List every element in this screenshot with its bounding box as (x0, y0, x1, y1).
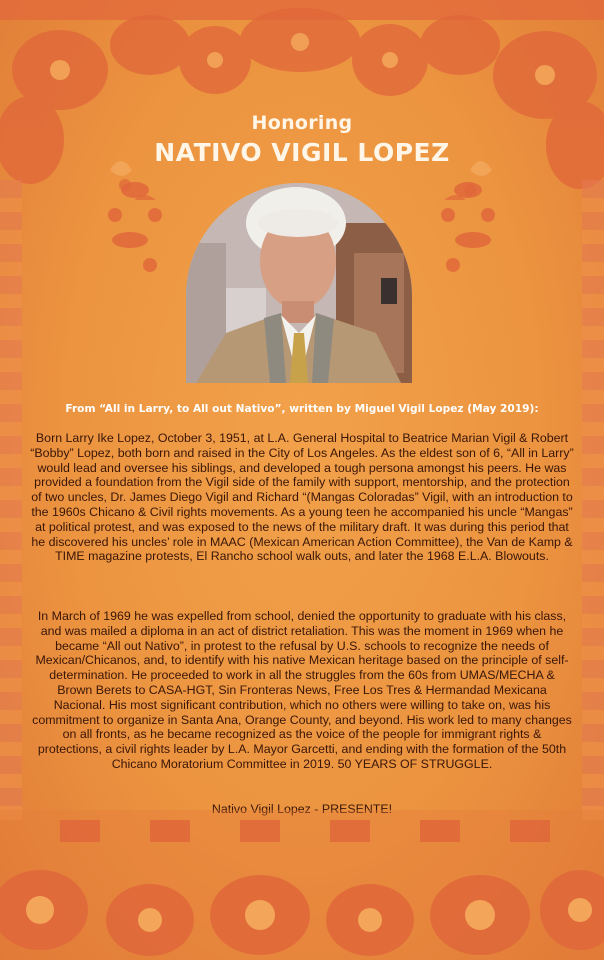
left-decorative-border (0, 180, 22, 820)
papel-picado-top-decoration (0, 0, 604, 200)
right-decorative-border (582, 180, 604, 820)
honoree-name: NATIVO VIGIL LOPEZ (154, 138, 450, 167)
honoring-kicker: Honoring (251, 112, 353, 134)
portrait-illustration (186, 183, 412, 383)
left-floral-accent (95, 170, 175, 290)
article-subtitle: From “All in Larry, to All out Nativo”, written by Miguel Vigil Lopez (May 2019): (65, 403, 539, 415)
biography-paragraph-1: Born Larry Ike Lopez, October 3, 1951, at L.A. General Hospital to Beatrice Marian Vigil & Robert “Bobby” Lopez, both born and raised in the City of Los Angeles. As the eldest son of 6, “All in Larry” would lead and oversee his siblings, and developed a tough persona amongst his peers. He was provided a foundation from the Vigil side of the family with support, mentorship, and the protection of two uncles, Dr. James Diego Vigil and Richard “(Mangas Coloradas” Vigil, with an introduction to the 1960s Chicano & Civil rights movements. As a young teen he accompanied his uncle “Mangas” at political protest, and was exposed to the news of the military draft. It was during this period that he discovered his uncles’ role in MAAC (Mexican American Action Committee), the Van de Kamp & TIME magazine protests, El Rancho school walk outs, and later the 1968 E.L.A. Blowouts. (30, 431, 574, 564)
papel-picado-bottom-decoration (0, 810, 604, 960)
biography-paragraph-2: In March of 1969 he was expelled from school, denied the opportunity to graduate with his class, and was mailed a diploma in an act of district retaliation. This was the moment in 1969 when he became “All out Nativo”, in protest to the refusal by U.S. schools to recognize the needs of Mexican/Chicanos, and, to identify with his native Mexican heritage based on the principle of self-determination. He proceeded to work in all the struggles from the 60s from UMAS/MECHA & Brown Berets to CASA-HGT, Sin Fronteras News, Free Los Tres & Hermandad Mexicana Nacional. His most significant contribution, which no others were willing to take on, was his commitment to organize in Santa Ana, Orange County, and beyond. His work led to many changes on all fronts, as he became recognized as the voice of the people for immigrant rights & protections, a civil rights leader by L.A. Mayor Garcetti, and ending with the formation of the 50th Chicano Moratorium Committee in 2019. 50 YEARS OF STRUGGLE. (32, 609, 572, 771)
right-floral-accent (428, 170, 508, 290)
closing-line: Nativo Vigil Lopez - PRESENTE! (211, 802, 393, 816)
portrait-photo (186, 183, 412, 383)
